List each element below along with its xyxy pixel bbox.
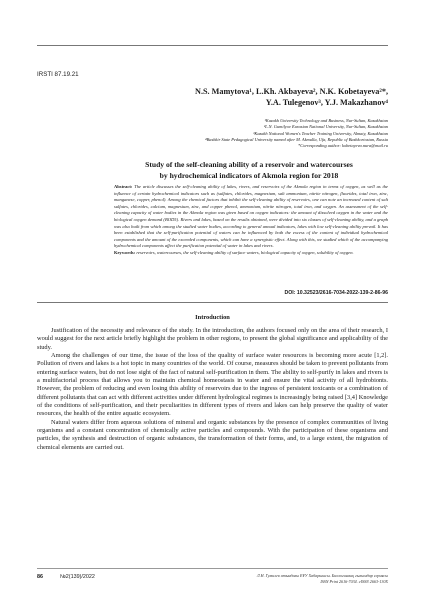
header-rule <box>37 45 388 46</box>
title-line-1: Study of the self-cleaning ability of a reservoir and watercourses <box>145 160 353 169</box>
irsti-code: IRSTI 87.19.21 <box>37 71 79 78</box>
author-list <box>88 86 388 108</box>
issue-number: №2(139)/2022 <box>60 574 95 580</box>
paragraph-1: Justification of the necessity and relevance of the study. In the introduction, the authors focused only on the area of their research, I would suggest for the next article briefly highlight the problem in other regions, to present the global significance and applicability of the study. <box>37 327 388 351</box>
doi: DOI: 10.32523/2616-7034-2022-139-2-86-96 <box>284 290 388 296</box>
abstract-label: Abstract: <box>114 184 133 189</box>
journal-info <box>208 573 388 585</box>
affiliation-1: ¹Kazakh University Technology and Business, Nur-Sultan, Kazakhstan <box>264 118 388 123</box>
article-title <box>110 160 388 181</box>
journal-name: Л.Н. Гумилев атындағы ЕҰУ Хабаршысы. Биологиялық ғылымдар сериясы <box>256 573 388 578</box>
abstract-body <box>114 184 388 250</box>
keywords <box>114 250 388 257</box>
keywords-text: reservoirs, watercourses, the self-cleaning ability of surface waters, biological capacity of oxygen, solubility of oxygen. <box>136 249 354 255</box>
author-line-2: Y.A. Tulegenov³, Y.J. Makazhanov⁴ <box>265 98 388 107</box>
affiliation-3: ³Kazakh National Women's Teacher Training University, Almaty, Kazakhstan <box>253 130 388 136</box>
section-rule <box>37 302 388 303</box>
affiliation-2: ²L.N. Gumilyov Eurasian National University, Nur-Sultan, Kazakhstan <box>263 124 388 130</box>
introduction-body <box>37 327 388 452</box>
paragraph-2: Among the challenges of our time, the issue of the loss of the quality of surface water resources is becoming more acute [1,2]. Pollution of rivers and lakes is a hot topic in many countries of the world. Of course, measures should be taken to prevent pollutants from entering surface waters, but do not lose sight of the fact of natural self-purification in them. The ability to self-purify in lakes and rivers is a multifactorial process that allows you to maintain chemical homeostasis in water and ensure the vital activity of all hydrobionts. However, the problem of reducing and even losing this ability of reservoirs due to the ingress of persistent toxicants or a combination of different pollutants that can act with different activities under different hydrological regimes is increasingly being raised [3,4] Knowledge of the conditions of self-purification, and their peculiarities in different types of rivers and lakes can help preserve the quality of water resources, the health of the entire aquatic ecosystem. <box>37 352 388 418</box>
corresponding-author: *Corresponding author: kobetayeva.nura@mail.ru <box>298 143 388 149</box>
author-line-1: N.S. Mamytova¹, L.Kh. Akbayeva², N.K. Kobetayeva²*, <box>195 87 388 96</box>
affiliation-4: ⁴Bashkir State Pedagogical University named after M. Akmulla, Ufa, Republic of Bashkortostan, Russia <box>205 136 388 142</box>
title-line-2: by hydrochemical indicators of Akmola region for 2018 <box>159 170 339 180</box>
abstract <box>114 184 388 257</box>
affiliations <box>68 118 388 149</box>
page-number: 86 <box>37 574 43 580</box>
paragraph-3: Natural waters differ from aqueous solutions of mineral and organic substances by the presence of complex communities of living organisms and a constant concentration of chemically active particles and compounds. With the participation of these organisms and particles, the synthesis and destruction of organic substances, the transformation of their forms, and, to a large extent, the migration of chemical elements are carried out. <box>37 418 388 451</box>
journal-issn: ISSN Print 2616-7034. eISSN 2663-130X <box>320 578 388 584</box>
keywords-label: Keywords: <box>114 249 136 255</box>
footer-rule <box>37 568 388 569</box>
introduction-heading: Introduction <box>195 314 230 321</box>
abstract-text: The article discusses the self-cleaning ability of lakes, rivers, and reservoirs of the Akmola region in terms of oxygen, as well as the influence of certain hydrochemical indicators such as (sulfates, chlorides, magnesium, salt ammonium, nitrite nitrogen, fluorides, total iron, zinc, manganese, copper, phenol). Among the chemical factors that inhibit the self-cleaning ability of reservoirs, one can note an increased content of salt sulfates, chlorides, calcium, magnesium, zinc, and copper phenol, ammonium, nitrite nitrogen, total iron, and oxygen. An assessment of the self-cleaning capacity of water bodies in the Akmola region was given based on oxygen indicators: the amount of dissolved oxygen in the water and the biological oxygen demand (BOD5). Rivers and lakes, based on the results obtained, were divided into six classes of self-cleaning ability, and a graph was also built from which among the studied water bodies, according to general annual indicators, lakes with low self-cleaning ability prevail. It has been established that the self-purification potential of waters can be influenced by both the excess of the content of individual hydrochemical components and the amount of the exceeded components, which can have a synergistic effect. Along with this, we studied which of the accompanying hydrochemical components affect the purification potential of water in lakes and rivers. <box>114 184 389 249</box>
